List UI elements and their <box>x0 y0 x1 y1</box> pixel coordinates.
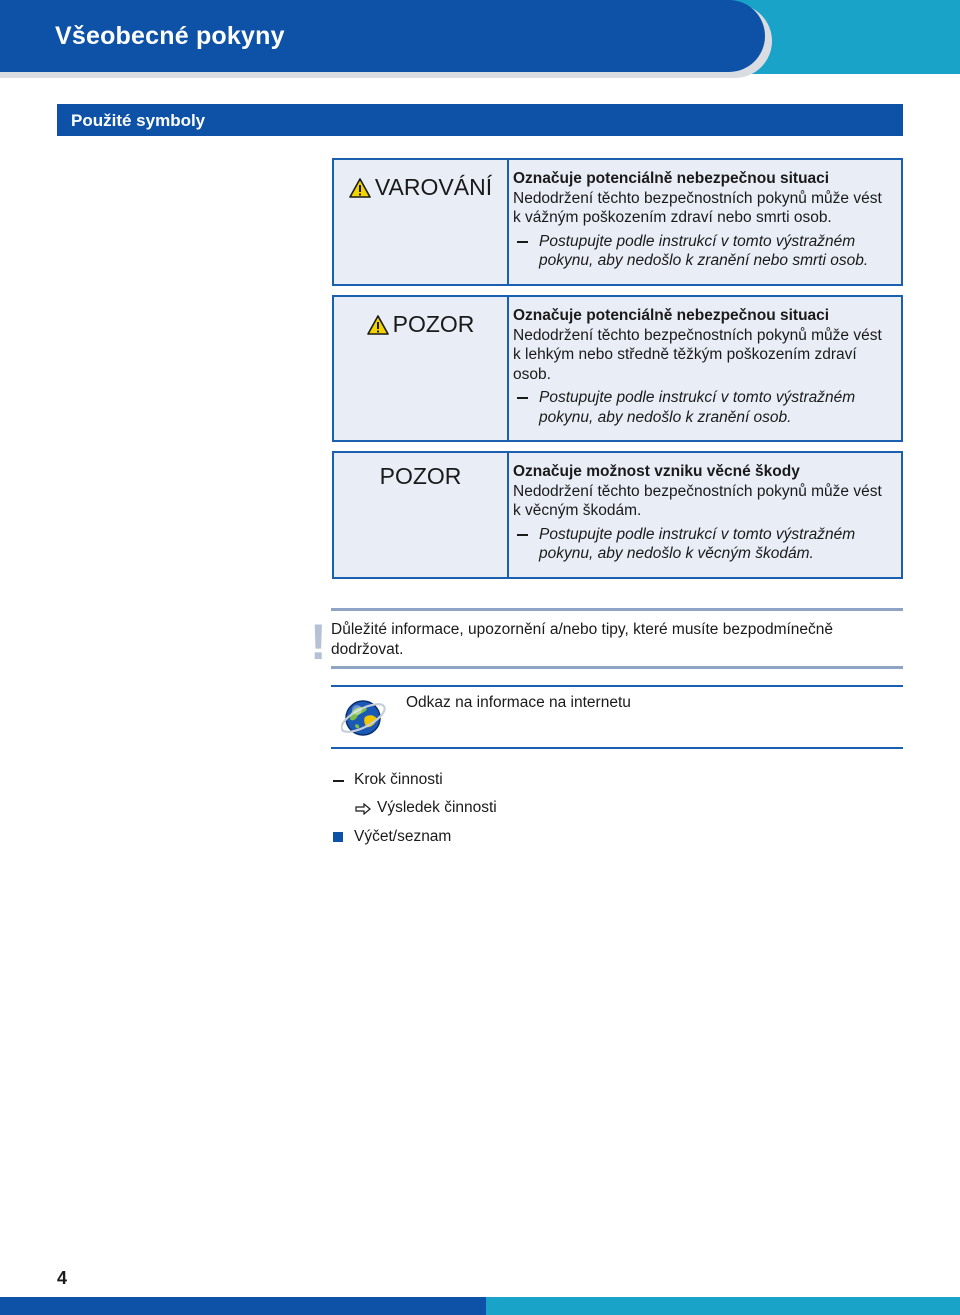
page-title: Všeobecné pokyny <box>55 22 285 50</box>
section-title: Použité symboly <box>71 111 206 130</box>
dash-icon <box>517 534 528 536</box>
legend-step-text: Krok činnosti <box>354 771 443 788</box>
notice-label-text: POZOR <box>379 463 462 489</box>
notice-step <box>513 388 893 427</box>
section-header <box>57 104 903 136</box>
notice-label-cell <box>334 160 509 284</box>
notice-label <box>334 174 507 201</box>
dash-icon <box>517 241 528 243</box>
warning-triangle-icon <box>367 315 389 335</box>
footer-band <box>0 1297 960 1315</box>
caution-notice <box>332 295 903 442</box>
globe-icon <box>341 695 389 739</box>
important-text: Důležité informace, upozornění a/nebo tipy, které musíte bezpodmínečně dodržovat. <box>331 621 834 658</box>
legend-result-text: Výsledek činnosti <box>377 799 497 816</box>
notice-description: Nedodržení těchto bezpečnostních pokynů může vést k věcným škodám. <box>513 482 882 519</box>
header-band <box>0 0 960 74</box>
property-damage-notice <box>332 451 903 579</box>
internet-text: Odkaz na informace na internetu <box>406 694 631 711</box>
notice-label-cell <box>334 297 509 440</box>
internet-info <box>331 685 903 749</box>
notice-text-cell <box>513 462 893 564</box>
notice-title: Označuje možnost vzniku věcné škody <box>513 463 800 480</box>
arrow-right-icon <box>355 803 371 815</box>
notice-title: Označuje potenciálně nebezpečnou situaci <box>513 170 830 187</box>
notice-label-text: VAROVÁNÍ <box>374 174 493 200</box>
notice-text-cell <box>513 306 893 427</box>
notice-label <box>334 311 507 338</box>
notice-step-text: Postupujte podle instrukcí v tomto výstražném pokynu, aby nedošlo k zranění osob. <box>539 389 856 426</box>
notice-label-cell <box>334 453 509 577</box>
notice-label-text: POZOR <box>392 311 475 337</box>
footer-blue-segment <box>0 1297 486 1315</box>
notice-text-cell <box>513 169 893 271</box>
notice-step <box>513 232 893 271</box>
page-number: 4 <box>57 1268 68 1288</box>
warning-notice <box>332 158 903 286</box>
square-bullet-icon <box>333 832 343 842</box>
dash-icon <box>333 780 344 782</box>
notice-step-text: Postupujte podle instrukcí v tomto výstražném pokynu, aby nedošlo k věcným škodám. <box>539 525 856 562</box>
notice-description: Nedodržení těchto bezpečnostních pokynů může vést k vážným poškozením zdraví nebo smrti osob. <box>513 189 882 226</box>
warning-triangle-icon <box>349 178 371 198</box>
notice-label <box>334 463 507 490</box>
notice-step-text: Postupujte podle instrukcí v tomto výstražném pokynu, aby nedošlo k zranění nebo smrti osob. <box>539 232 869 269</box>
exclamation-icon: ! <box>310 614 327 670</box>
dash-icon <box>517 397 528 399</box>
notice-title: Označuje potenciálně nebezpečnou situaci <box>513 307 830 324</box>
notice-description: Nedodržení těchto bezpečnostních pokynů může vést k lehkým nebo středně těžkým poškozením zdraví osob. <box>513 326 882 383</box>
notice-step <box>513 525 893 564</box>
legend-list-text: Výčet/seznam <box>354 828 452 845</box>
important-info <box>310 608 903 670</box>
